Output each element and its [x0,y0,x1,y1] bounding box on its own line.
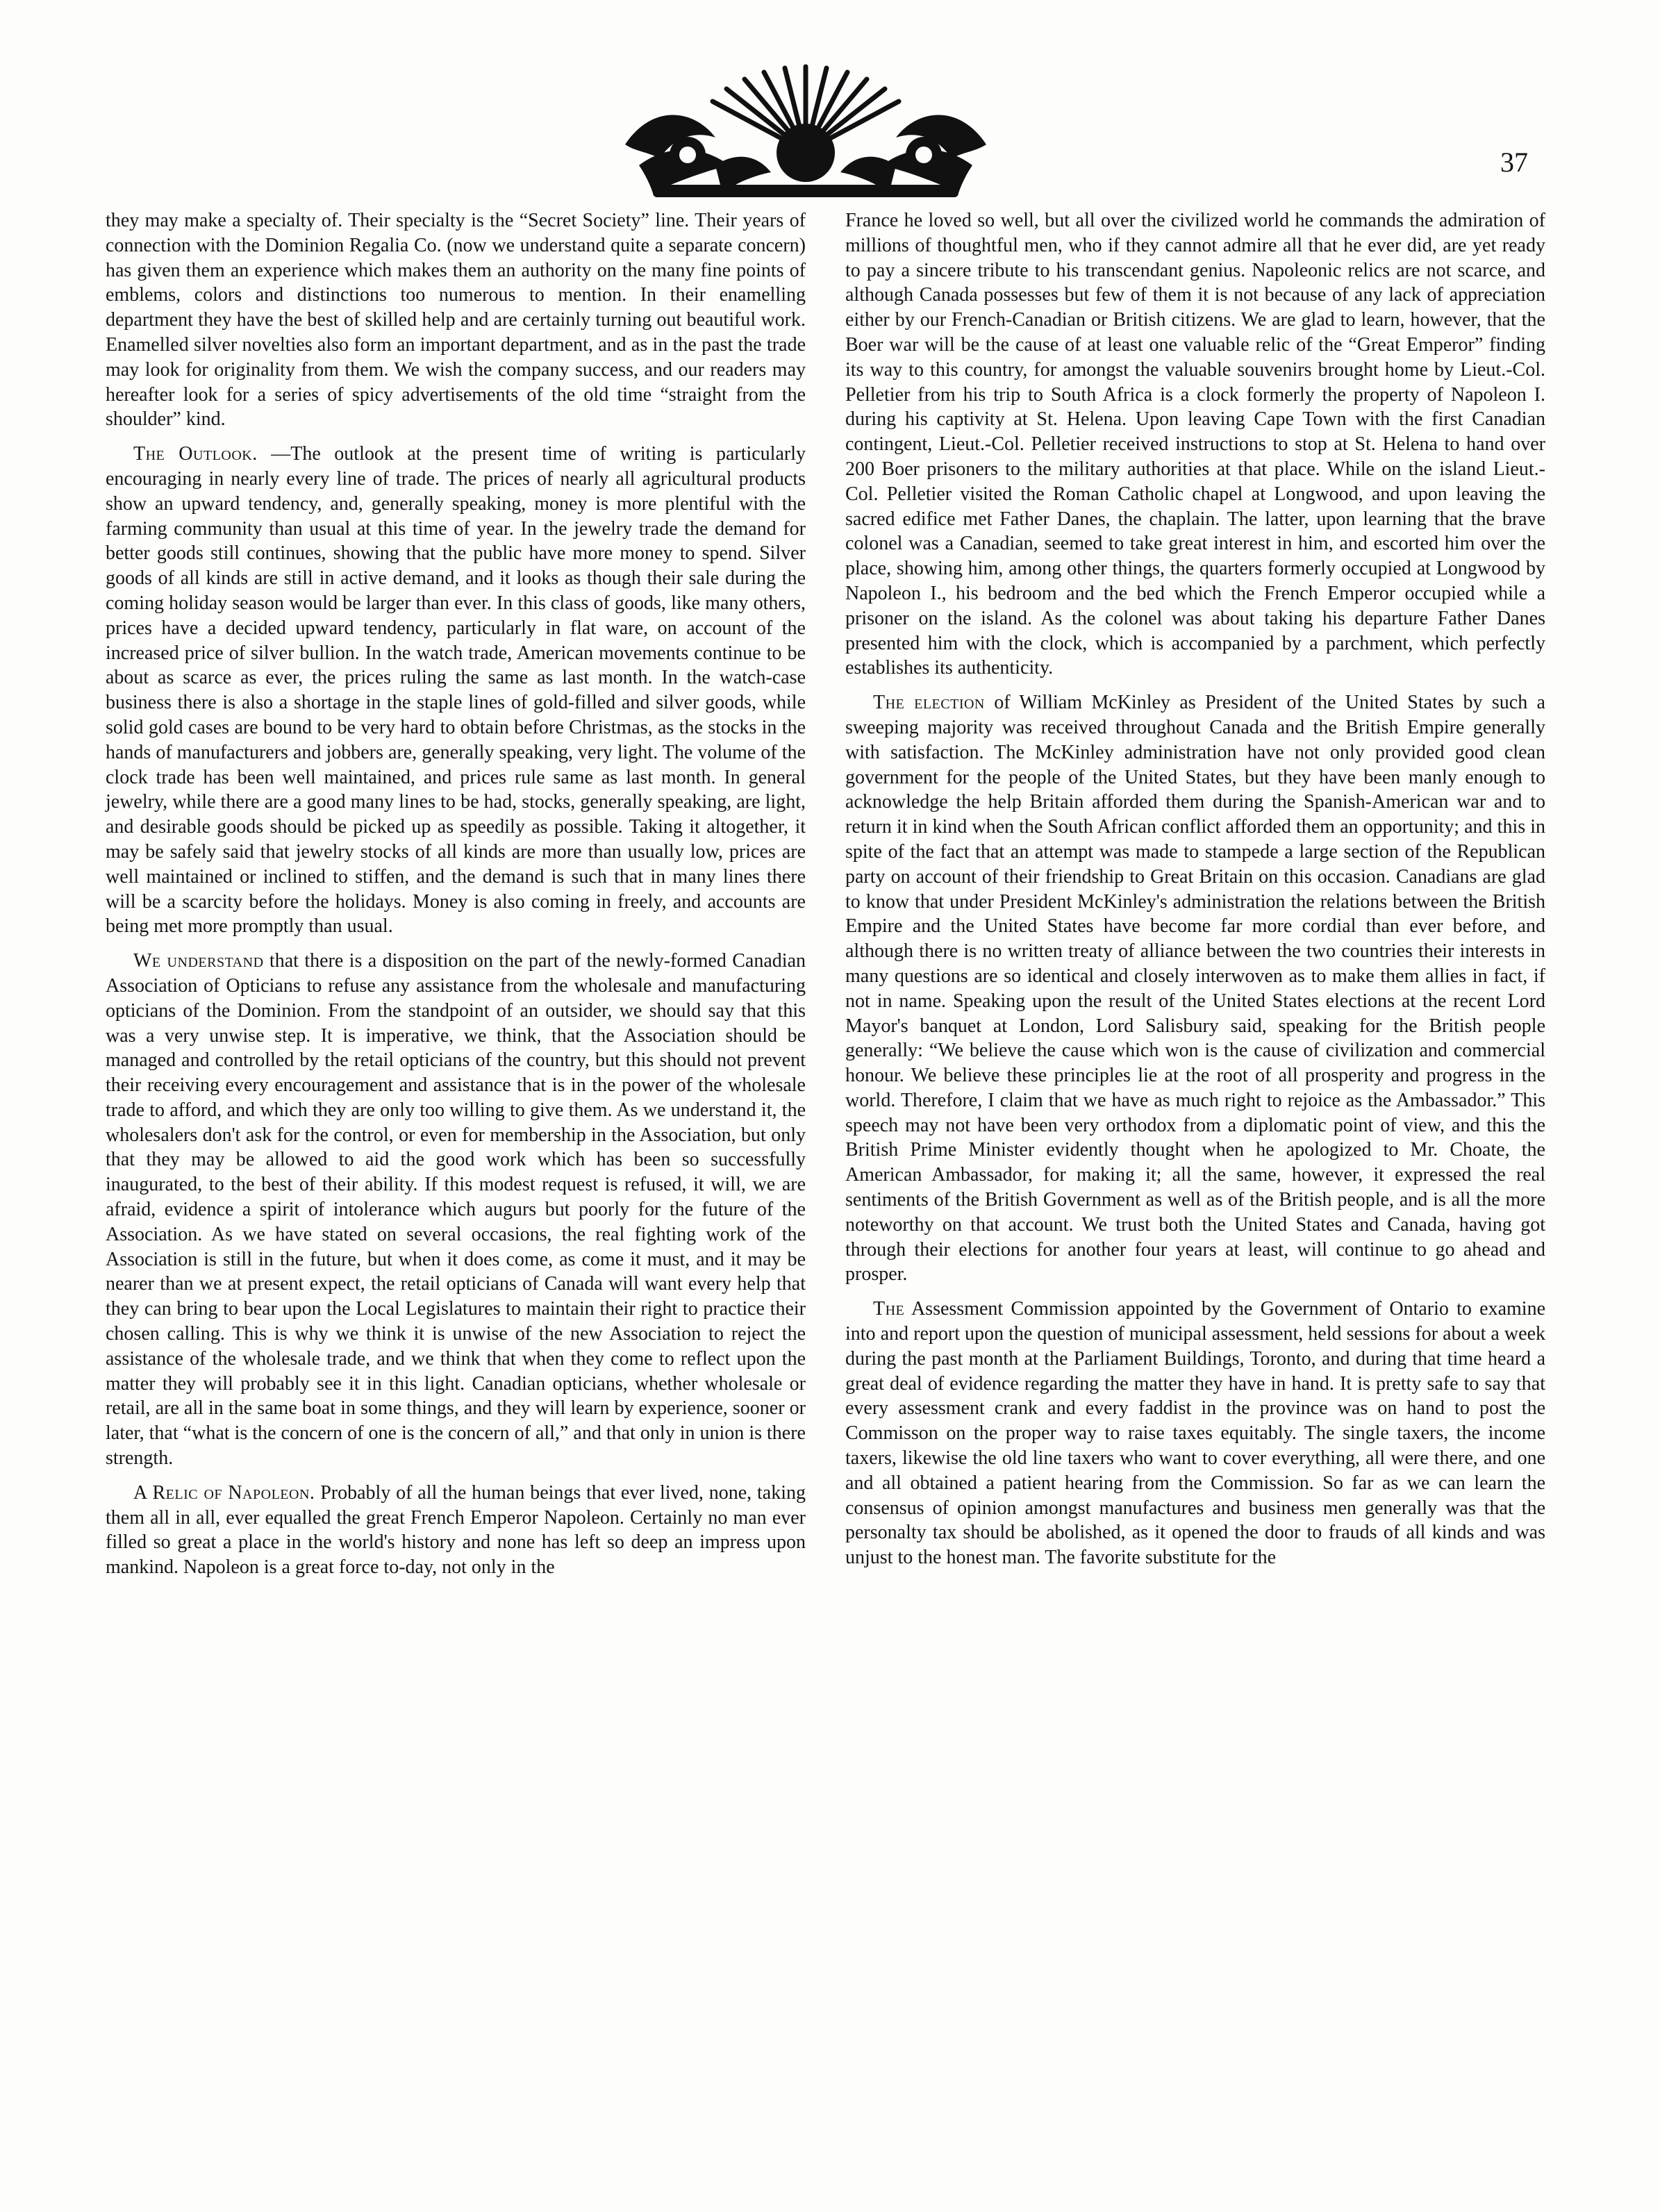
page-number: 37 [1500,147,1528,178]
paragraph-text: of William McKinley as President of the United States by such a sweeping majority was received throughout Canada and the British Empire generally with satisfaction. The McKinley administration have not only provided good clean government for the people of the United States, but they have been manly enough to acknowledge the help Britain afforded them during the Spanish-American war and to return it in kind when the South African conflict afforded them an opportunity; and this in spite of the fact that an attempt was made to stampede a large section of the Republican party on account of their friendship to Great Britain on this occasion. Canadians are glad to know that under President McKinley's administration the relations between the British Empire and the United States have become far more cordial than ever before, and although there is no written treaty of alliance between the two countries their interests in many questions are so identical and closely interwoven as to make them allies in fact, if not in name. Speaking upon the result of the United States elections at the recent Lord Mayor's banquet at London, Lord Salisbury said, speaking for the British people generally: “We believe the cause which won is the cause of civilization and commercial honour. We believe these principles lie at the root of all prosperity and progress in the world. Therefore, I claim that we have as much right to rejoice as the Ambassador.” This speech may not have been very orthodox from a diplomatic point of view, and this the British Prime Minister evidently thought when he apologized to Mr. Choate, the American Ambassador, for making it; all the same, however, it expressed the real sentiments of the British Government as well as of the British people, and is all the more noteworthy on that account. We trust both the United States and Canada, having got through their elections for another four years at least, will continue to go ahead and prosper. [845,692,1545,1286]
paragraph-text: that there is a disposition on the part of the newly-formed Canadian Association of Opticians to refuse any assistance from the wholesale and manufacturing opticians of the Dominion. From the standpoint of an outsider, we should say that this was a very unwise step. It is imperative, we think, that the Association should be managed and controlled by the retail opticians of the country, but this should not prevent their receiving every encouragement and assistance that is in the power of the wholesale trade to afford, and which they are only too willing to give them. As we understand it, the wholesalers don't ask for the control, or even for membership in the Association, but only that they may be allowed to aid the good work which has been so successfully inaugurated, to the best of their ability. If this modest request is refused, it will, we are afraid, evidence a spirit of intolerance which augurs but poorly for the future of the Association. As we have stated on several occasions, the real fighting work of the Association is still in the future, but when it does come, as come it must, and it may be nearer than we at present expect, the retail opticians of Canada will want every help that they can bring to bear upon the Local Legislatures to maintain their right to practice their chosen calling. This is why we think it is unwise of the new Association to reject the assistance of the wholesale trade, and we think that when they come to reflect upon the matter they will probably see it in this light. Canadian opticians, whether wholesale or retail, are all in the same boat in some things, and they will learn by experience, sooner or later, that “what is the concern of one is the concern of all,” and that only in union is there strength. [106,950,806,1470]
paragraph-assessment-commission [845,1297,1545,1570]
paragraph-lead: The Outlook. [133,443,258,465]
paragraph-text: they may make a specialty of. Their specialty is the “Secret Society” line. Their years of connection with the Dominion Regalia Co. (now we understand quite a separate concern) has given them an experience which makes them an authority on the many fine points of emblems, colors and distinctions too numerous to mention. In their enamelling department they have the best of skilled help and are certainly turning out beautiful work. Enamelled silver novelties also form an important department, and as in the past the trade may look for originality from them. We wish the company success, and our readers may hereafter look for a series of spicy advertisements of the old time “straight from the shoulder” kind. [106,210,806,431]
paragraph-napoleon-continued [845,208,1545,681]
paragraph-lead: The [873,1298,905,1320]
paragraph-text: France he loved so well, but all over the civilized world he commands the admiration of millions of thoughtful men, who if they cannot admire all that he ever did, are yet ready to pay a sincere tribute to his transcendant genius. Napoleonic relics are not scarce, and although Canada possesses but few of them it is not because of any lack of appreciation either by our French-Canadian or British citizens. We are glad to learn, however, that the Boer war will be the cause of at least one valuable relic of the “Great Emperor” finding its way to this country, for amongst the valuable souvenirs brought home by Lieut.-Col. Pelletier from his trip to South Africa is a clock formerly the property of Napoleon I. during his captivity at St. Helena. Upon leaving Cape Town with the first Canadian contingent, Lieut.-Col. Pelletier received instructions to stop at St. Helena to hand over 200 Boer prisoners to the military authorities at that place. While on the island Lieut.-Col. Pelletier visited the Roman Catholic chapel at Longwood, and upon leaving the sacred edifice met Father Danes, the chaplain. The latter, upon learning that the brave colonel was a Canadian, seemed to take great interest in him, and escorted him over the place, showing him, among other things, the quarters formerly occupied at Longwood by Napoleon I., his bedroom and the bed which the French Emperor occupied while a prisoner on the island. As the colonel was about taking his departure Father Danes presented him with the clock, which is accompanied by a parchment, which perfectly establishes its authenticity. [845,210,1545,679]
paragraph-mckinley-election [845,690,1545,1287]
paragraph-text: Probably of all the human beings that ever lived, none, taking them all in all, ever equalled the great French Emperor Napoleon. Certainly no man ever filled so great a place in the world's history and none has left so deep an impress upon mankind. Napoleon is a great force to-day, not only in the [106,1481,806,1579]
right-column [845,208,1545,1580]
paragraph-lead: The election [873,692,985,714]
left-column [106,208,806,1590]
paragraph-regalia [106,208,806,432]
paragraph-lead: A Relic of Napoleon. [133,1481,315,1504]
paragraph-relic-of-napoleon [106,1481,806,1580]
sunburst-ornament-icon [611,61,1000,203]
paragraph-lead: We understand [133,950,264,972]
paragraph-text: Assessment Commission appointed by the Government of Ontario to examine into and report upon the question of municipal assessment, held sessions for about a week during the past month at the Parliament Buildings, Toronto, and during that time heard a great deal of evidence regarding the matter they have in hand. It is pretty safe to say that every assessment crank and every faddist in the province was on hand to post the Commisson on the proper way to raise taxes equitably. The single taxers, the income taxers, likewise the old line taxers who want to cover everything, all were there, and one and all obtained a patient hearing from the Commission. So far as we can learn the consensus of opinion amongst manufactures and business men generally was that the personalty tax should be abolished, as it opened the door to frauds of all kinds and was unjust to the honest man. The favorite substitute for the [845,1298,1545,1569]
paragraph-text: —The outlook at the present time of writing is particularly encouraging in nearly every line of trade. The prices of nearly all agricultural products show an upward tendency, and, generally speaking, money is more plentiful with the farming community than usual at this time of year. In the jewelry trade the demand for better goods still continues, showing that the public have more money to spend. Silver goods of all kinds are still in active demand, and it looks as though their sale during the coming holiday season would be larger than ever. In this class of goods, like many others, prices have a decided upward tendency, particularly in flat ware, on account of the increased price of silver bullion. In the watch trade, American movements continue to be about as scarce as ever, the prices ruling the same as last month. In the watch-case business there is also a shortage in the staple lines of gold-filled and silver goods, while solid gold cases are bound to be very hard to obtain before Christmas, as the stocks in the hands of manufacturers and jobbers are, generally speaking, very light. The volume of the clock trade has been well maintained, and prices rule same as last month. In general jewelry, while there are a good many lines to be had, stocks, generally speaking, are light, and desirable goods should be picked up as speedily as possible. Taking it altogether, it may be safely said that jewelry stocks of all kinds are more than usually low, prices are well maintained or inclined to stiffen, and the demand is such that in many lines there will be a scarcity before the holidays. Money is also coming in freely, and accounts are being met more promptly than usual. [106,443,806,938]
paragraph-outlook [106,442,806,939]
paragraph-opticians [106,949,806,1471]
